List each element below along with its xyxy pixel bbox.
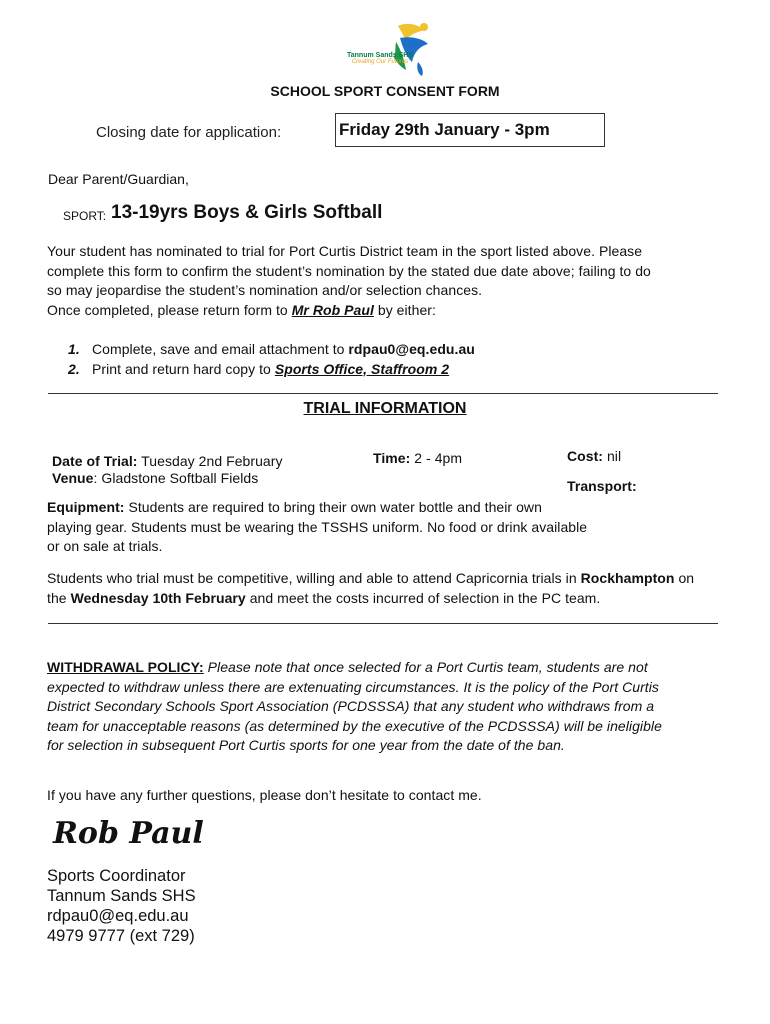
logo-figure-icon — [340, 18, 440, 78]
contact-school: Tannum Sands SHS — [47, 887, 196, 905]
closing-date-field[interactable]: Friday 29th January - 3pm — [335, 113, 605, 147]
logo-tagline: Creating Our Futures — [351, 59, 409, 65]
equipment-text: Students are required to bring their own water bottle and their own — [124, 499, 542, 515]
equipment-line: playing gear. Students must be wearing the TSSHS uniform. No food or drink available — [47, 518, 588, 535]
trial-transport-label: Transport: — [567, 478, 637, 494]
list-text: Print and return hard copy to — [92, 360, 275, 377]
intro-line: complete this form to confirm the student’s nomination by the stated due date above; failing to do — [47, 262, 651, 279]
withdrawal-label: WITHDRAWAL POLICY: — [47, 659, 204, 675]
questions-text: If you have any further questions, please don’t hesitate to contact me. — [47, 787, 482, 803]
trial-date-value: Tuesday 2nd February — [137, 453, 283, 469]
competition-text: Students who trial must be competitive, willing and able to attend Capricornia trials in — [47, 570, 581, 586]
trial-time — [373, 449, 462, 469]
competition-text: and meet the costs incurred of selection in the PC team. — [245, 589, 601, 606]
competition-line — [47, 589, 767, 609]
list-item — [68, 340, 475, 360]
equipment-line: or on sale at trials. — [47, 538, 163, 554]
competition-paragraph — [47, 569, 767, 608]
withdrawal-policy — [47, 658, 767, 756]
withdrawal-line — [47, 658, 767, 678]
trial-time-label: Time: — [373, 450, 411, 466]
intro-paragraph — [47, 242, 747, 320]
trial-cost-value: nil — [603, 448, 622, 464]
divider — [48, 393, 718, 394]
trial-date-label: Date of Trial: — [52, 453, 138, 469]
withdrawal-text: Please note that once selected for a Port Curtis team, students are not — [203, 659, 648, 675]
return-prefix: Once completed, please return form to — [47, 301, 292, 318]
contact-phone: 4979 9777 (ext 729) — [47, 927, 195, 945]
signature: Rob Paul — [53, 816, 204, 851]
withdrawal-line: expected to withdraw unless there are extenuating circumstances. It is the policy of the Port Curtis — [47, 678, 659, 695]
list-text: Complete, save and email attachment to — [92, 341, 349, 357]
competition-text: on — [674, 570, 695, 586]
trial-cost-label: Cost: — [567, 448, 604, 464]
equipment-paragraph — [47, 498, 647, 557]
intro-line — [47, 301, 747, 321]
return-contact-name: Mr Rob Paul — [291, 301, 374, 318]
equipment-line — [47, 498, 647, 518]
competition-text: the — [47, 589, 71, 606]
list-number: 2. — [68, 360, 80, 377]
competition-date: Wednesday 10th February — [70, 589, 246, 606]
contact-role: Sports Coordinator — [47, 867, 186, 885]
closing-date-label: Closing date for application: — [96, 124, 282, 141]
competition-line — [47, 569, 767, 589]
return-location: Sports Office, Staffroom 2 — [274, 360, 450, 377]
trial-venue-label: Venue — [52, 470, 94, 486]
competition-place: Rockhampton — [580, 570, 675, 586]
contact-block — [47, 866, 196, 946]
withdrawal-line: team for unacceptable reasons (as determined by the executive of the PCDSSSA) will be ineligible — [47, 717, 662, 734]
trial-venue — [52, 469, 258, 489]
trial-venue-value: : Gladstone Softball Fields — [93, 470, 259, 486]
intro-line: so may jeopardise the student’s nomination and/or selection chances. — [47, 282, 483, 298]
logo-school-name: Tannum Sands SHS — [347, 52, 413, 59]
trial-time-value: 2 - 4pm — [410, 450, 463, 466]
contact-email[interactable]: rdpau0@eq.edu.au — [47, 907, 189, 925]
intro-line: Your student has nominated to trial for Port Curtis District team in the sport listed above. Please — [47, 243, 643, 259]
divider — [48, 623, 718, 624]
school-logo — [340, 18, 440, 78]
greeting: Dear Parent/Guardian, — [48, 171, 189, 187]
email-link[interactable]: rdpau0@eq.edu.au — [348, 341, 475, 357]
sport-name: 13-19yrs Boys & Girls Softball — [111, 202, 383, 223]
withdrawal-line: for selection in subsequent Port Curtis sports for one year from the date of the ban. — [47, 737, 565, 753]
equipment-label: Equipment: — [47, 499, 125, 515]
form-title: SCHOOL SPORT CONSENT FORM — [270, 83, 500, 99]
return-suffix: by either: — [373, 301, 436, 318]
trial-cost — [567, 447, 621, 467]
withdrawal-line: District Secondary Schools Sport Association (PCDSSSA) that any student who withdraws from a — [47, 698, 655, 714]
sport-label: SPORT: — [63, 209, 107, 223]
list-number: 1. — [68, 341, 80, 357]
return-options-list — [68, 340, 475, 379]
list-item — [68, 360, 475, 380]
trial-heading: TRIAL INFORMATION — [303, 400, 467, 417]
